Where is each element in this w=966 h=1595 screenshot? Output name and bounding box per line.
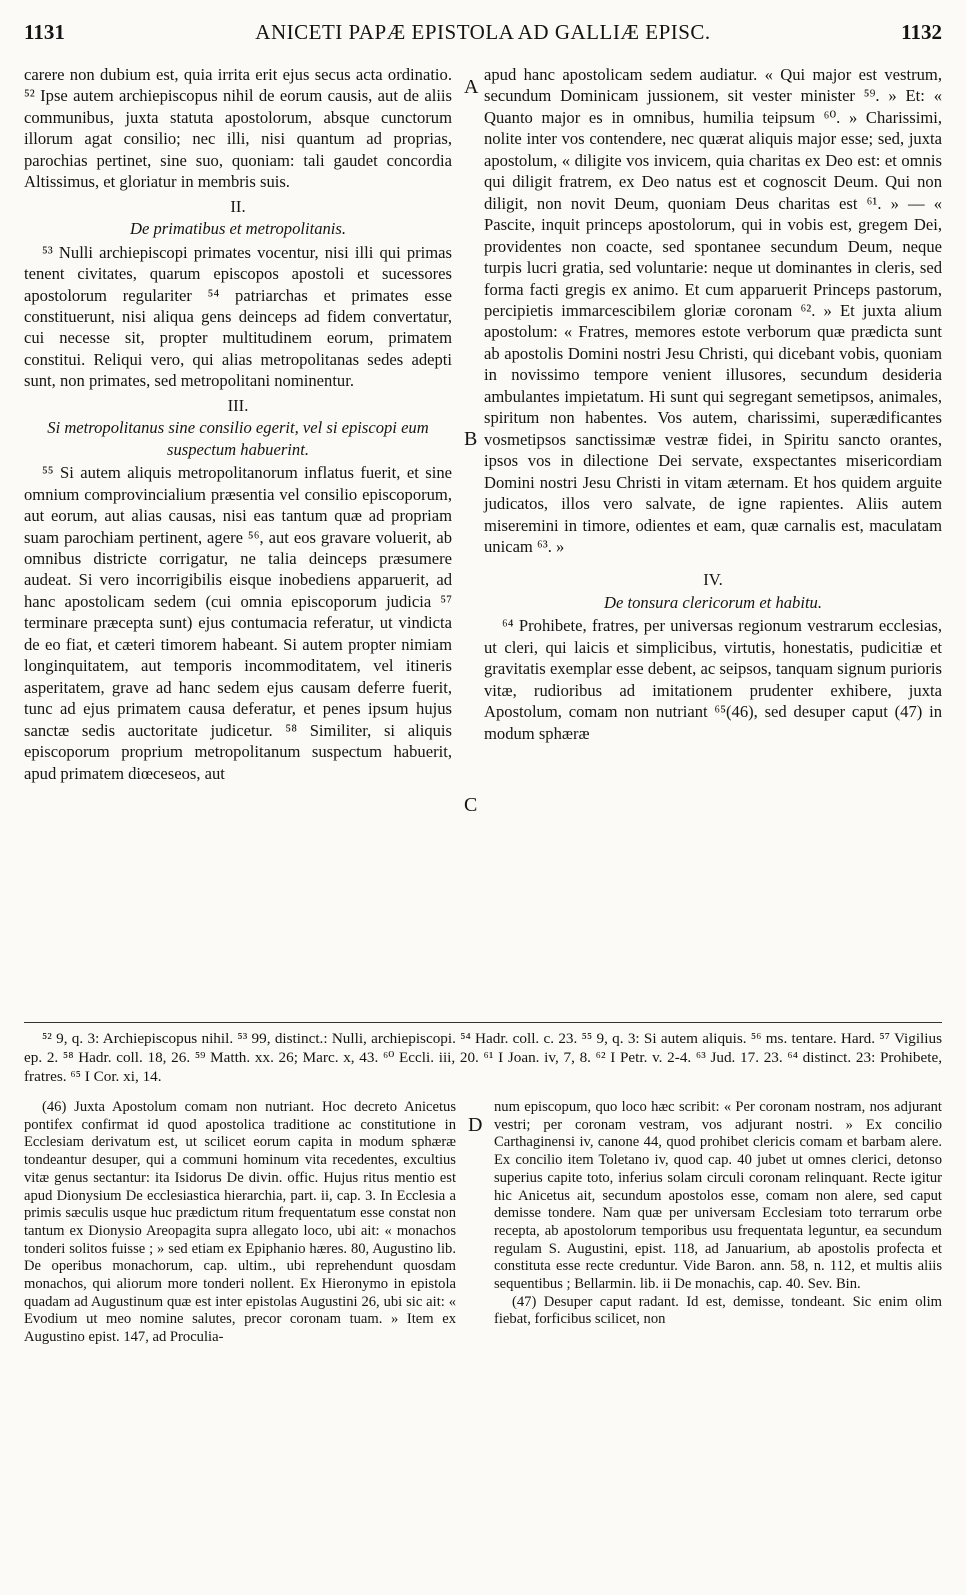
- reference-list: ⁵² 9, q. 3: Archiepiscopus nihil. ⁵³ 99, distinct.: Nulli, archiepiscopi. ⁵⁴ Hadr. coll. c. 23. ⁵⁵ 9, q. 3: Si autem aliquis. ⁵⁶ ms. tentare. Hard. ⁵⁷ Vigilius ep. 2. ⁵⁸ Hadr. coll. 18, 26. ⁵⁹ Matth. xx. 26; Marc. x, 43. ⁶⁰ Eccli. iii, 20. ⁶¹ I Joan. iv, 7, 8. ⁶² I Petr. v. 2-4. ⁶³ Jud. 17. 23. ⁶⁴ distinct. 23: Prohibete, fratres. ⁶⁵ I Cor. xi, 14.: [24, 1030, 942, 1085]
- running-header: [24, 14, 942, 48]
- margin-letter-c: C: [464, 794, 478, 816]
- paragraph: carere non dubium est, quia irrita erit ejus secus acta ordinatio. ⁵² Ipse autem archiepiscopus nihil de eorum causis, aut de aliis communibus, juxta statuta apostolorum, absque cunctorum illorum agat consilio; nec illi, nisi quantum ad proprias, parochias pertinet, sine suo, quoniam: tali gaudet concordia Altissimus, et gloriatur in membris suis.: [24, 65, 452, 192]
- section-title: De primatibus et metropolitanis.: [129, 219, 347, 239]
- footnote-divider: [24, 1022, 942, 1023]
- running-title: ANICETI PAPÆ EPISTOLA AD GALLIÆ EPISC.: [255, 20, 711, 44]
- notes-right-column: [494, 1099, 942, 1329]
- note-47: (47) Desuper caput radant. Id est, demisse, tondeant. Sic enim olim fiebat, forficibus scilicet, non: [494, 1293, 942, 1328]
- section-title: Si metropolitanus sine consilio egerit, vel si episcopi eum suspectum habuerint.: [47, 418, 429, 459]
- margin-letter-d: D: [468, 1114, 483, 1136]
- section-number: II.: [230, 196, 246, 216]
- note-46-continued: num episcopum, quo loco hæc scribit: « Per coronam nostram, nos adjurant vestri; per coronam vestram, vos adjurant nostri. » Ex concilio Carthaginensi iv, canone 44, quod prohibet clericis comam et barbam alere. Ex concilio item Toletano iv, quod cap. 40 jubet ut omnes clerici, detonso superius capite toto, inferius solam circuli coronam relinquant. Recte igitur hic Anicetus ait, secundum apostolos esse, comam non alere, sed caput demisse tondere. Nam quæ per universam Ecclesiam toto terrarum orbe recepta, ab apostolorum temporibus usu frequentata leguntur, ea secundum regulam S. Augustini, epist. 118, ad Januarium, ab apostolis profecta et constituta esse recte creduntur. Vide Baron. ann. 58, n. 112, et multis aliis sequentibus ; Bellarmin. lib. ii De monachis, cap. 40. Sev. Bin.: [494, 1099, 942, 1293]
- paragraph: ⁵³ Nulli archiepiscopi primates vocentur, nisi illi qui primas tenent civitates, quarum episcopos apostoli et sucessores apostolorum regulariter ⁵⁴ patriarchas et primates esse constituerunt, nisi aliqua gens deinceps ad fidem convertatur, cui necesse sit, propter multitudinem eorum, primatem constitui. Reliqui vero, qui alias metropolitanas sedes adepti sunt, non primates, sed metropolitani nominentur.: [24, 242, 452, 391]
- right-column: [484, 64, 942, 744]
- notes-left-column: [24, 1099, 456, 1347]
- paragraph: apud hanc apostolicam sedem audiatur. « Qui major est vestrum, secundum Dominicam jussionem, sit vester minister ⁵⁹. » Et: « Quanto major es in omnibus, humilia teipsum ⁶⁰. » Charissimi, nolite inter vos contendere, nec quærat aliquis major esse; sed, juxta apostolum, « diligite vos invicem, quia charitas ex Deo est: et omnis qui diligit fratrem, ex Deo natus est et cognoscit Deum. Qui non diligit, non novit Deum, quoniam Deus charitas est ⁶¹. » — « Pascite, inquit princeps apostolorum, qui in vobis est, gregem Dei, providentes non coacte, sed spontanee secundum Deum, neque turpis lucri gratia, sed voluntarie: neque ut dominantes in cleris, sed forma facti gregis ex animo. Et cum apparuerit Princeps pastorum, percipietis immarcescibilem gloriæ coronam ⁶². » Et juxta alium apostolum: « Fratres, memores estote verborum quæ prædicta sunt ab apostolis Domini nostri Jesu Christi, qui dicebant vobis, quoniam in novissimo tempore venient illusores, secundum desideria ambulantes impietatum. Hi sunt qui segregant semetipsos, animales, spiritum non habentes. Vos autem, charissimi, superædificantes vosmetipsos sanctissimæ vestræ fidei, in Spiritu sancto orantes, ipsos vos in dilectione Dei servate, exspectantes misericordiam Domini nostri Jesu Christi in vitam æternam. Et hos quidem arguite judicatos, illos vero salvate, de igne rapientes. Aliis autem miseremini in timore, odientes et eam, quæ carnalis est, maculatam unicam ⁶³. »: [484, 65, 942, 556]
- page-number-left: 1131: [24, 20, 65, 44]
- note-46: (46) Juxta Apostolum comam non nutriant. Hoc decreto Anicetus pontifex confirmat id quod apostolica traditione ac constitutione in Ecclesiam derivatum est, ut scilicet eorum capita in modum sphæræ tondeantur desuper, qui a communi hominum vita recedentes, excultius vitæ genus sectantur: ita Isidorus De divin. offic. Hujus ritus mentio est apud Dionysium De ecclesiastica hierarchia, part. ii, cap. 3. In Ecclesia a primis sæculis usque huc prædictum ritum frequentatum esse constat non tantum ex Dionysio Areopagita supra allegato loco, ubi ait: « monachos tonderi solitos fuisse ; » sed etiam ex Epiphanio hæres. 80, Augustino lib. De operibus monachorum, cap. ultim., ubi reprehendunt quosdam monachos, qui aliorum more tonderi nollent. Ex Hieronymo in epistola quadam ad Augustinum quæ est inter epistolas Augustini 26, ubi sic ait: « Evodium ut meo nomine salutes, precor coronam tuam. » Item ex Augustino epist. 147, ad Proculia-: [24, 1099, 456, 1346]
- margin-letter-b: B: [464, 428, 478, 450]
- footnote-references: [24, 1029, 942, 1086]
- page: [24, 14, 942, 1584]
- page-number-right: 1132: [901, 20, 942, 44]
- paragraph: ⁶⁴ Prohibete, fratres, per universas regionum vestrarum ecclesias, ut cleri, qui laicis et simplicibus, virtutis, honestatis, pudicitiæ et gravitatis exemplar esse debent, ac seipsos, tanquam signum purioris vitæ, rudioribus ad imitationem prudenter exhibere, juxta Apostolum, comam non nutriant ⁶⁵(46), sed desuper caput (47) in modum sphæræ: [484, 616, 942, 743]
- margin-letter-a: A: [464, 76, 479, 98]
- section-number: IV.: [703, 570, 723, 590]
- section-title: De tonsura clericorum et habitu.: [604, 592, 822, 612]
- left-column: [24, 64, 452, 784]
- paragraph: ⁵⁵ Si autem aliquis metropolitanorum inflatus fuerit, et sine omnium comprovincialium præsentia vel consilio episcoporum, aut eorum, aut alias causas, nisi eas tantum quæ ad propriam suam parochiam pertinent, agere ⁵⁶, aut eos gravare voluerit, ab omnibus districte corrigatur, ne talia deinceps præsumere audeat. Si vero incorrigibilis eisque inobediens apparuerit, ad hanc apostolicam sedem (cui omnia episcoporum judicia ⁵⁷ terminare præcepta sunt) ejus contumacia referatur, ut vindicta de eo fiat, et cæteri timorem habeant. Si autem propter nimiam longinquitatem, aut temporis incommoditatem, vel itineris asperitatem, grave ad hanc sedem ejus causam deferre fuerit, tunc ad ejus primatem causa deferatur, et penes ipsum hujus sanctæ sedis auctoritate judicetur. ⁵⁸ Similiter, si aliquis episcoporum proprium metropolitanum suspectum habuerit, apud primatem diœceseos, aut: [24, 463, 452, 783]
- section-number: III.: [227, 395, 249, 415]
